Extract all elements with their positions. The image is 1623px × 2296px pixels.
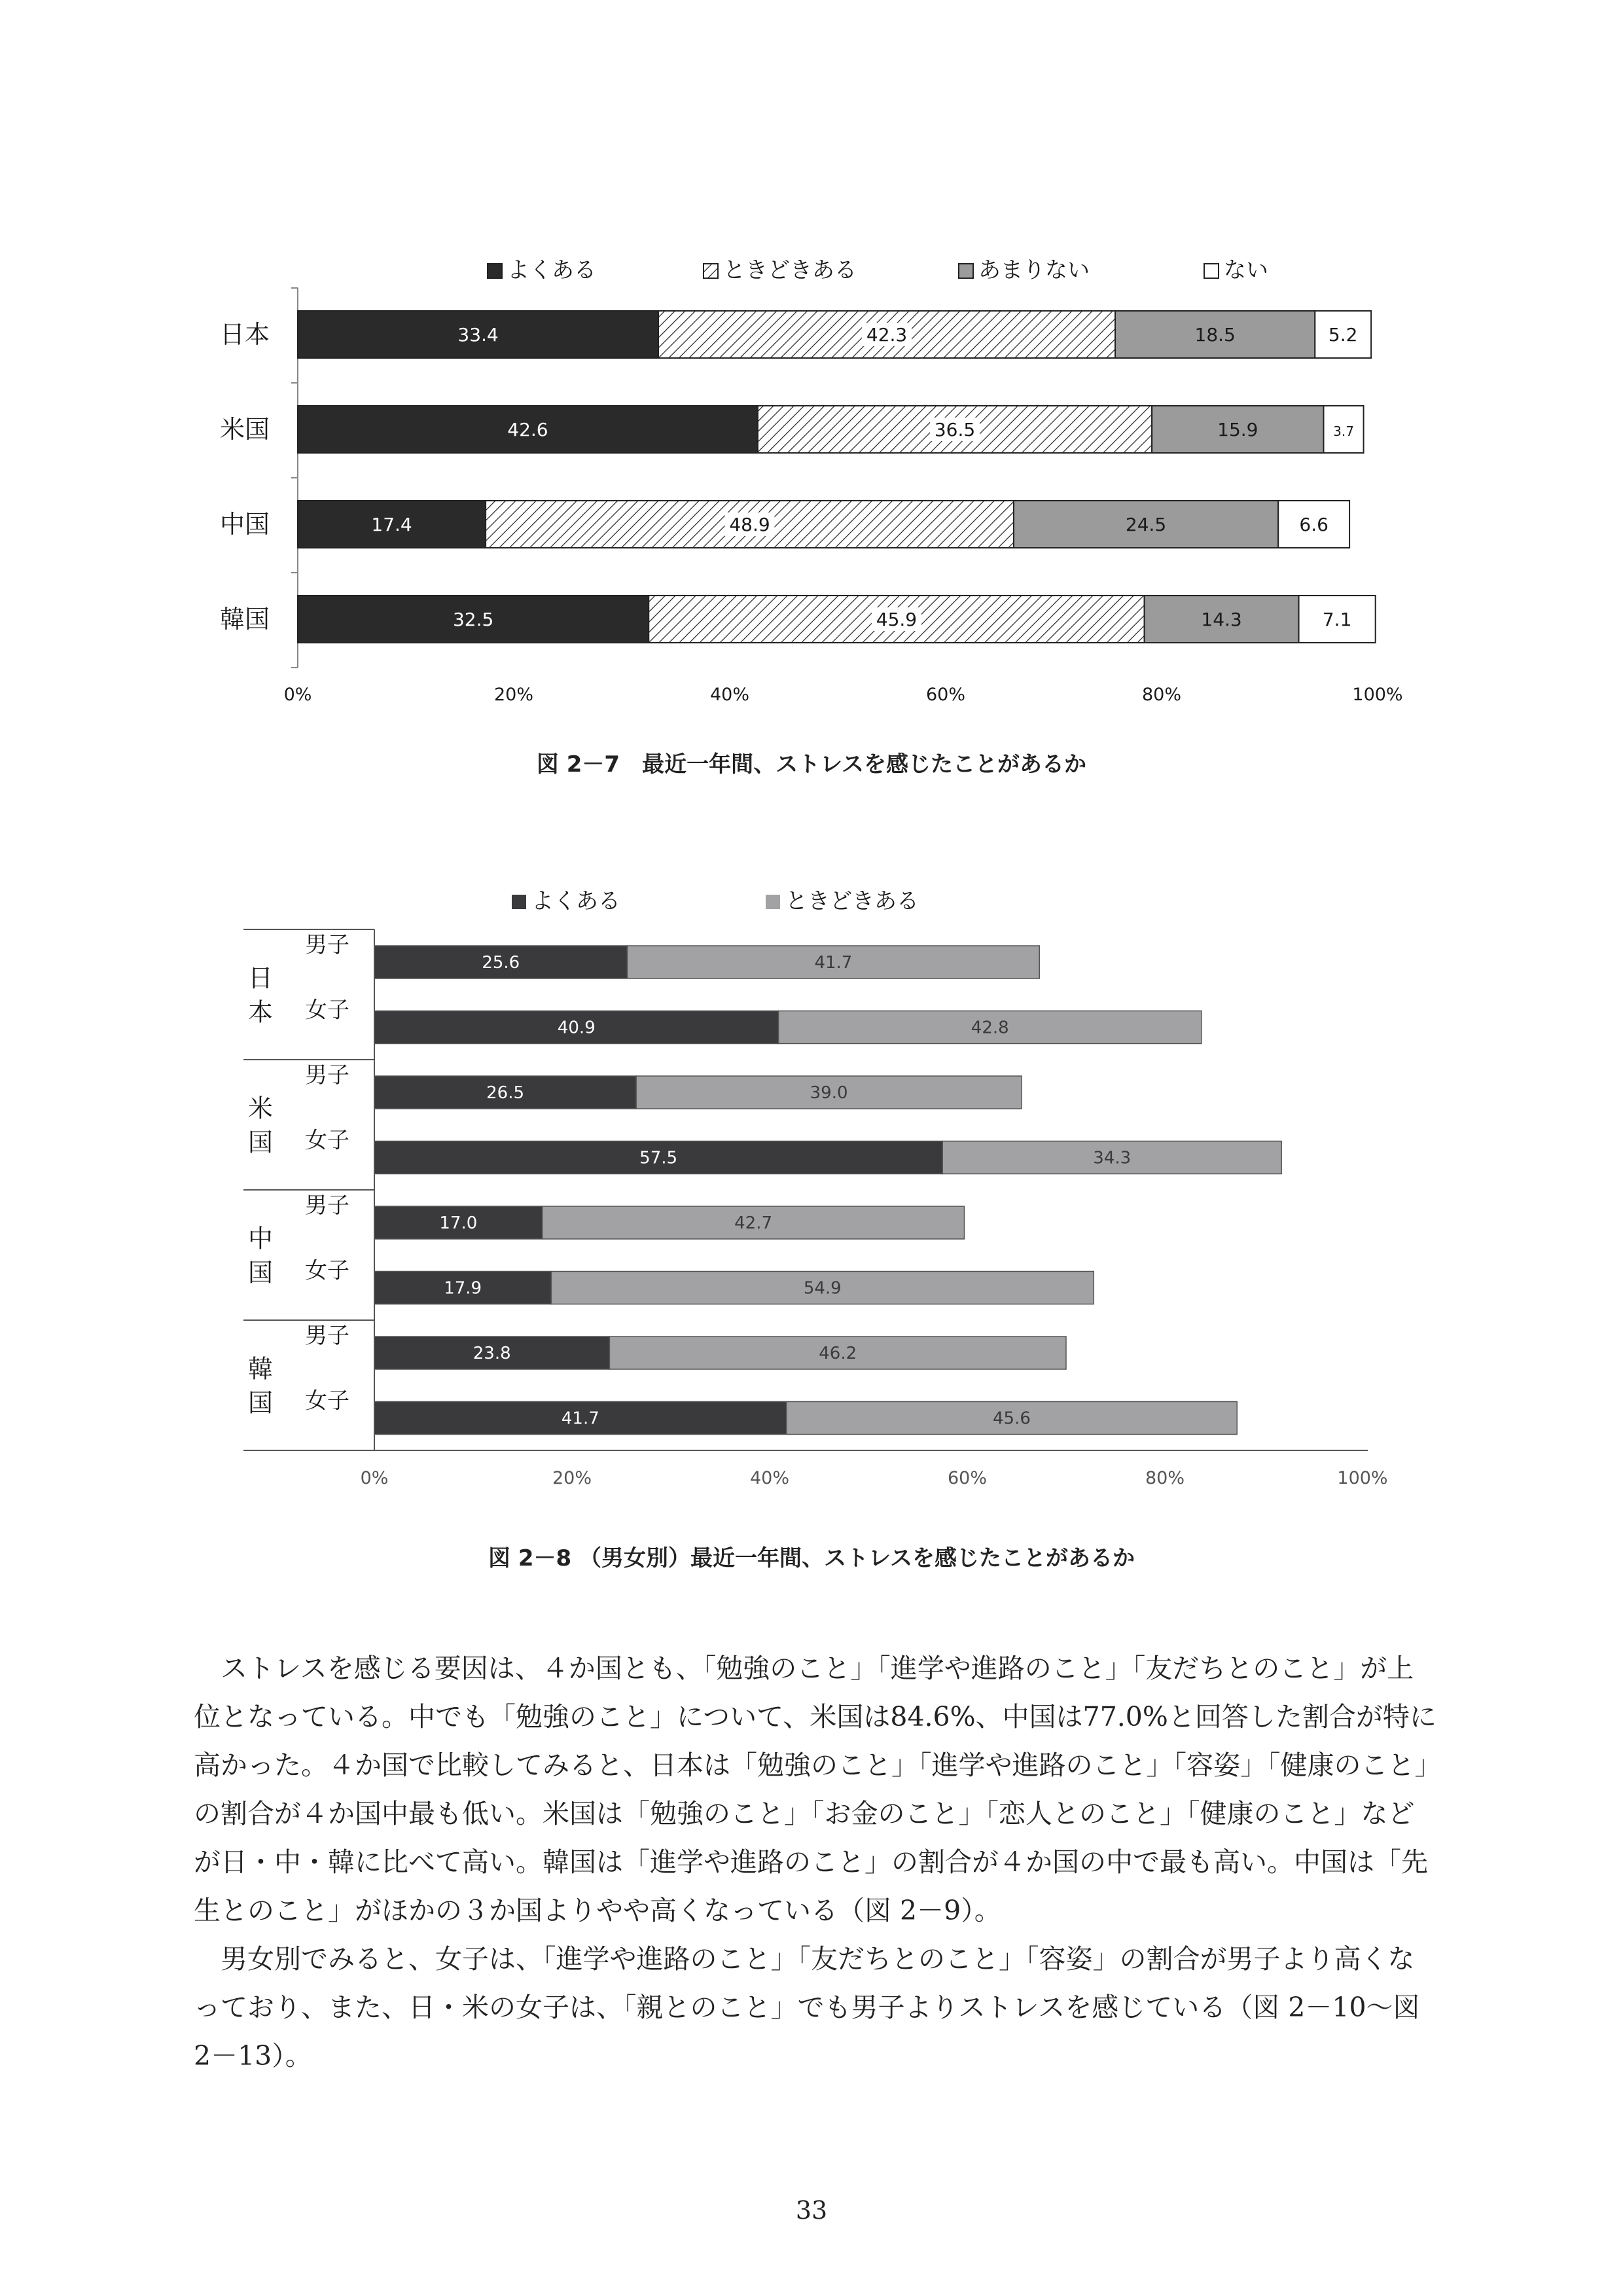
legend-label-0: よくある xyxy=(531,888,620,914)
stress-chart-by-gender xyxy=(0,877,1623,1518)
data-label: 41.7 xyxy=(561,1408,599,1429)
sub-category-label: 男子 xyxy=(305,932,349,958)
legend-label-1: ときどきある xyxy=(723,257,857,283)
page-number: 33 xyxy=(795,2196,828,2225)
legend-swatch-2 xyxy=(959,264,973,278)
sub-category-label: 男子 xyxy=(305,1062,349,1088)
data-label: 40.9 xyxy=(557,1018,596,1038)
legend-swatch-0 xyxy=(512,895,526,909)
category-label: 中国 xyxy=(219,510,270,539)
x-tick-label: 80% xyxy=(1145,1468,1185,1488)
category-label: 日本 xyxy=(219,320,270,349)
group-label-char: 国 xyxy=(247,1258,274,1287)
x-tick-label: 0% xyxy=(360,1468,389,1488)
data-label: 45.9 xyxy=(876,609,918,630)
data-label: 42.7 xyxy=(734,1213,773,1233)
data-label: 17.0 xyxy=(439,1213,478,1233)
legend-swatch-3 xyxy=(1204,264,1219,278)
x-tick-label: 60% xyxy=(925,685,966,705)
data-label: 25.6 xyxy=(482,953,520,973)
legend-swatch-0 xyxy=(488,264,502,278)
category-label: 韓国 xyxy=(219,605,270,634)
x-tick-label: 100% xyxy=(1352,685,1403,705)
data-label: 17.9 xyxy=(444,1278,482,1299)
category-label: 米国 xyxy=(219,415,270,444)
legend-swatch-1 xyxy=(766,895,780,909)
data-label: 34.3 xyxy=(1093,1148,1132,1168)
data-label: 18.5 xyxy=(1194,324,1236,346)
x-tick-label: 40% xyxy=(709,685,750,705)
data-label: 3.7 xyxy=(1333,423,1354,439)
x-tick-label: 60% xyxy=(947,1468,988,1488)
figure-2-8-caption: 図 2－8 （男女別）最近一年間、ストレスを感じたことがあるか xyxy=(488,1545,1135,1571)
body-paragraph-1: ストレスを感じる要因は、４か国とも、「勉強のこと」「進学や進路のこと」「友だちとのこと」が上位となっている。中でも「勉強のこと」について、米国は84.6%、中国は77.0%と回答した割合が特に高かった。４か国で比較してみると、日本は「勉強のこと」「進学や進路のこと」「容姿」「健康のこと」の割合が４か国中最も低い。米国は「勉強のこと」「お金のこと」「恋人とのこと」「健康のこと」などが日・中・韓に比べて高い。韓国は「進学や進路のこと」の割合が４か国の中で最も高い。中国は「先生とのこと」がほかの３か国よりやや高くなっている（図 2－9）。 xyxy=(194,1653,1436,1926)
sub-category-label: 女子 xyxy=(305,1257,349,1284)
data-label: 7.1 xyxy=(1322,609,1352,630)
data-label: 48.9 xyxy=(729,514,770,535)
figure-2-7-caption: 図 2－7 最近一年間、ストレスを感じたことがあるか xyxy=(536,751,1087,778)
data-label: 39.0 xyxy=(810,1083,848,1103)
sub-category-label: 女子 xyxy=(305,1388,349,1414)
x-tick-label: 0% xyxy=(283,685,312,705)
data-label: 46.2 xyxy=(819,1344,857,1363)
group-label-char: 韓 xyxy=(247,1354,274,1384)
group-label-char: 国 xyxy=(247,1388,274,1418)
data-label: 5.2 xyxy=(1328,324,1358,346)
group-label-char: 国 xyxy=(247,1128,274,1157)
data-label: 26.5 xyxy=(486,1083,525,1103)
x-tick-label: 100% xyxy=(1337,1468,1388,1488)
legend-swatch-1 xyxy=(704,264,718,278)
data-label: 42.3 xyxy=(866,324,908,346)
stress-chart-by-country xyxy=(0,242,1623,975)
data-label: 32.5 xyxy=(452,609,494,630)
x-tick-label: 40% xyxy=(749,1468,790,1488)
data-label: 15.9 xyxy=(1217,419,1258,440)
body-paragraph-2: 男女別でみると、女子は、「進学や進路のこと」「友だちとのこと」「容姿」の割合が男子より高くなっており、また、日・米の女子は、「親とのこと」でも男子よりストレスを感じている（図 2－10～図 2－13）。 xyxy=(194,1943,1420,2072)
data-label: 23.8 xyxy=(473,1344,511,1363)
sub-category-label: 男子 xyxy=(305,1193,349,1219)
legend-label-1: ときどきある xyxy=(785,888,919,914)
sub-category-label: 女子 xyxy=(305,997,349,1024)
group-label-char: 中 xyxy=(247,1224,274,1253)
legend-label-2: あまりない xyxy=(978,257,1090,283)
group-label-char: 米 xyxy=(247,1094,274,1123)
x-tick-label: 20% xyxy=(493,685,534,705)
data-label: 42.8 xyxy=(971,1018,1009,1038)
sub-category-label: 女子 xyxy=(305,1127,349,1154)
data-label: 6.6 xyxy=(1299,514,1329,535)
x-tick-label: 80% xyxy=(1141,685,1182,705)
data-label: 24.5 xyxy=(1125,514,1167,535)
data-label: 57.5 xyxy=(639,1148,678,1168)
data-label: 45.6 xyxy=(993,1408,1031,1429)
legend-label-0: よくある xyxy=(507,257,596,283)
legend-label-3: ない xyxy=(1224,257,1268,283)
data-label: 17.4 xyxy=(371,514,412,535)
data-label: 36.5 xyxy=(934,419,976,440)
data-label: 14.3 xyxy=(1201,609,1242,630)
data-label: 42.6 xyxy=(507,419,548,440)
x-tick-label: 20% xyxy=(552,1468,592,1488)
data-label: 33.4 xyxy=(457,324,499,346)
data-label: 41.7 xyxy=(814,953,853,973)
group-label-char: 本 xyxy=(247,997,274,1027)
sub-category-label: 男子 xyxy=(305,1323,349,1349)
data-label: 54.9 xyxy=(803,1278,842,1299)
group-label-char: 日 xyxy=(247,963,274,993)
